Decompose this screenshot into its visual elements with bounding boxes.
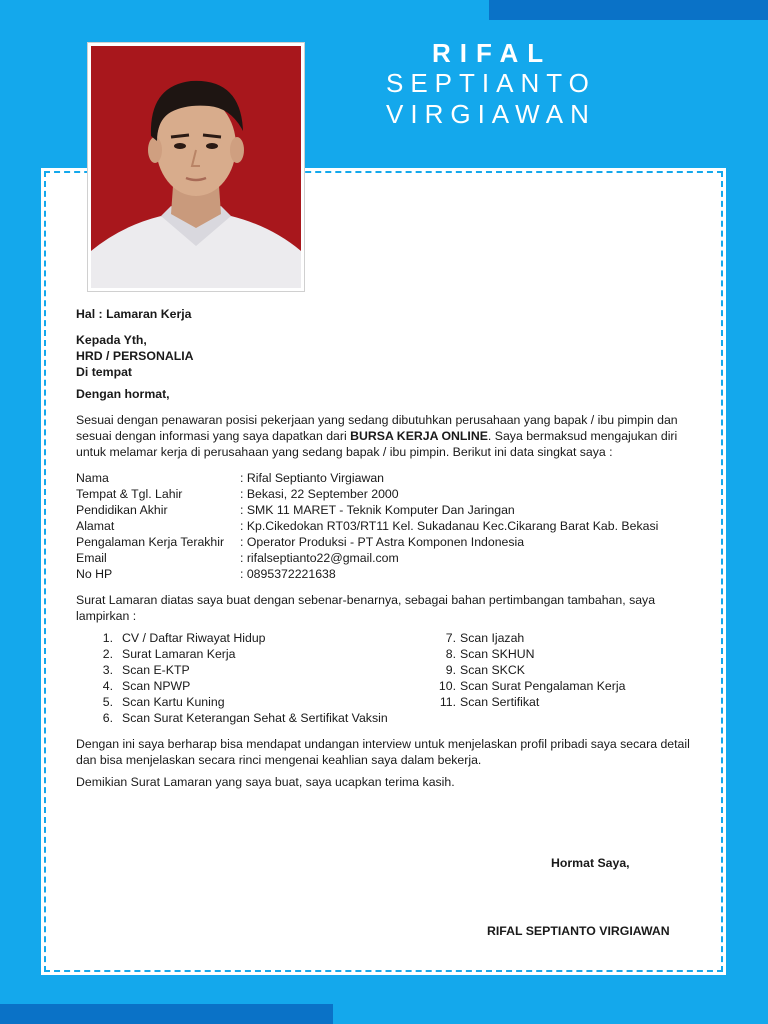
greeting: Dengan hormat, [76, 387, 170, 401]
intro-text: Sesuai dengan penawaran posisi pekerjaan yang sedang dibutuhkan perusahaan yang bapak / ibu pimpin dan sesuai dengan informasi yang saya dapatkan dari [76, 413, 678, 443]
attachment-list [76, 630, 696, 726]
intro-bold-text: BURSA KERJA ONLINE [350, 429, 488, 443]
item-text: Surat Lamaran Kerja [122, 647, 236, 661]
info-value: : Rifal Septianto Virgiawan [240, 471, 385, 485]
item-text: Scan Surat Pengalaman Kerja [460, 679, 626, 693]
item-number: 6. [102, 711, 113, 725]
recipient-block [76, 332, 696, 380]
item-number: 8. [445, 647, 456, 661]
signature-name: RIFAL SEPTIANTO VIRGIAWAN [487, 924, 670, 938]
info-label: Pendidikan Akhir [76, 503, 168, 517]
item-text: Scan Ijazah [460, 631, 525, 645]
info-value: : SMK 11 MARET - Teknik Komputer Dan Jaringan [240, 503, 515, 517]
letter-subject: Hal : Lamaran Kerja [76, 307, 192, 321]
thanks-paragraph: Demikian Surat Lamaran yang saya buat, saya ucapkan terima kasih. [76, 775, 455, 789]
info-value: : Bekasi, 22 September 2000 [240, 487, 399, 501]
attachment-column-left [76, 630, 428, 726]
item-text: Scan NPWP [122, 679, 191, 693]
info-row [76, 566, 696, 582]
info-label: No HP [76, 567, 113, 581]
info-value: : Operator Produksi - PT Astra Komponen Indonesia [240, 535, 525, 549]
item-text: Scan Sertifikat [460, 695, 540, 709]
attachment-column-right [428, 630, 625, 726]
personal-info [76, 470, 696, 582]
item-number: 2. [102, 647, 113, 661]
item-number: 10. [438, 679, 456, 693]
item-number: 9. [445, 663, 456, 677]
intro-text-end: . Saya bermaksud mengajukan diri untuk melamar kerja di perusahaan yang sedang bapak / ibu pimpin. Berikut ini data singkat saya : [76, 429, 678, 459]
item-number: 11. [439, 695, 456, 709]
info-value: : Kp.Cikedokan RT03/RT11 Kel. Sukadanau Kec.Cikarang Barat Kab. Bekasi [240, 519, 659, 533]
item-number: 7. [445, 631, 456, 645]
list-item [76, 710, 428, 726]
signature-greeting: Hormat Saya, [551, 856, 630, 870]
info-row [76, 470, 696, 486]
portrait-photo-icon [91, 46, 301, 288]
info-label: Alamat [76, 519, 115, 533]
application-letter [76, 306, 696, 790]
list-item [76, 678, 428, 694]
list-item [76, 630, 428, 646]
item-text: Scan SKCK [460, 663, 525, 677]
info-row [76, 550, 696, 566]
item-text: CV / Daftar Riwayat Hidup [122, 631, 266, 645]
recipient-line: HRD / PERSONALIA [76, 349, 194, 363]
portrait-photo [88, 43, 304, 291]
list-item [76, 646, 428, 662]
item-number: 4. [102, 679, 113, 693]
list-item [76, 694, 428, 710]
info-row [76, 518, 696, 534]
item-text: Scan Kartu Kuning [122, 695, 225, 709]
top-accent-bar [489, 0, 768, 20]
info-label: Pengalaman Kerja Terakhir [76, 535, 225, 549]
middle-name: SEPTIANTO [386, 68, 596, 98]
info-row [76, 486, 696, 502]
info-label: Tempat & Tgl. Lahir [76, 487, 183, 501]
item-text: Scan Surat Keterangan Sehat & Sertifikat Vaksin [122, 711, 388, 725]
intro-paragraph [76, 412, 696, 460]
item-number: 1. [102, 631, 113, 645]
info-label: Email [76, 551, 107, 565]
last-name: VIRGIAWAN [386, 99, 596, 129]
attachment-intro: Surat Lamaran diatas saya buat dengan sebenar-benarnya, sebagai bahan pertimbangan tambahan, saya lampirkan : [76, 593, 656, 623]
item-number: 5. [102, 695, 113, 709]
list-item [428, 678, 625, 694]
list-item [428, 694, 625, 710]
item-text: Scan SKHUN [460, 647, 535, 661]
info-row [76, 502, 696, 518]
recipient-line: Kepada Yth, [76, 333, 147, 347]
list-item [428, 646, 625, 662]
info-label: Nama [76, 471, 109, 485]
list-item [428, 630, 625, 646]
first-name: RIFAL [432, 38, 553, 68]
bottom-accent-bar [0, 1004, 333, 1024]
info-row [76, 534, 696, 550]
closing-paragraph: Dengan ini saya berharap bisa mendapat undangan interview untuk menjelaskan profil pribadi saya secara detail dan bisa menjelaskan secara rinci mengenai keahlian saya dalam bekerja. [76, 737, 690, 767]
info-value: : 0895372221638 [240, 567, 336, 581]
recipient-line: Di tempat [76, 365, 133, 379]
applicant-name-header [386, 38, 596, 130]
list-item [76, 662, 428, 678]
item-number: 3. [102, 663, 113, 677]
info-value: : rifalseptianto22@gmail.com [240, 551, 399, 565]
item-text: Scan E-KTP [122, 663, 190, 677]
list-item [428, 662, 625, 678]
